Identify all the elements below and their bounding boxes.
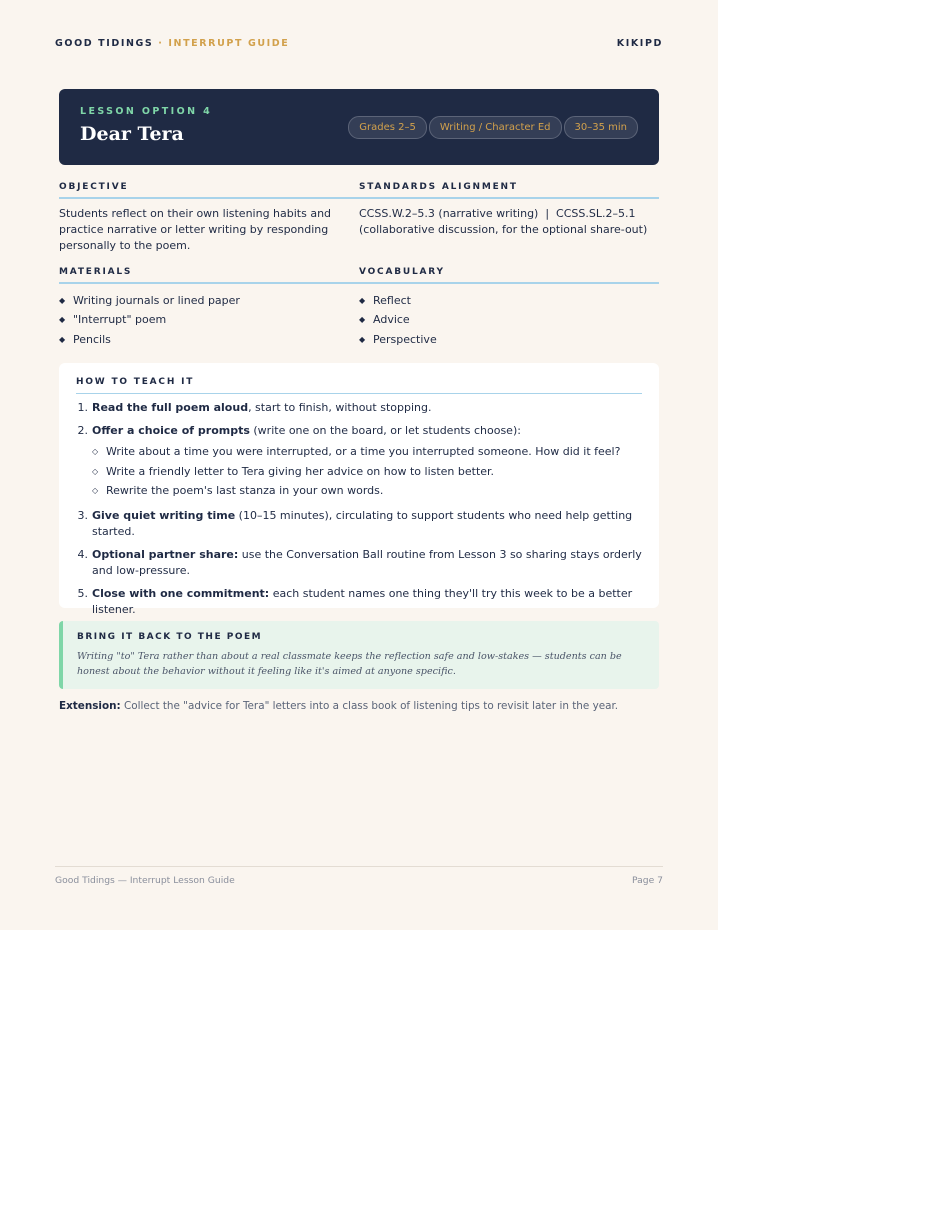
vocabulary-item: Perspective (373, 332, 437, 346)
step-text: use the Conversation Ball routine from Lesson 3 so sharing stays orderly and low-pressure. (92, 547, 642, 577)
step-number: 2. (77, 424, 88, 437)
diamond-bullet-icon: ◆ (359, 334, 366, 344)
diamond-bullet-icon: ◆ (359, 315, 366, 324)
poem-callout (59, 621, 659, 689)
diamond-outline-bullet-icon: ◇ (92, 447, 99, 456)
step-text: (write one on the board, or let students choose): (249, 424, 521, 437)
prompt-item (92, 462, 642, 482)
how-to-teach-card (59, 363, 659, 616)
standards-rule (359, 197, 659, 199)
vocabulary-rule (359, 282, 659, 284)
step-number: 5. (77, 586, 88, 600)
extension-text: Collect the "advice for Tera" letters into a class book of listening tips to revisit later in the year. (120, 700, 619, 712)
header-brand: GOOD TIDINGS (55, 38, 154, 49)
objective-label: OBJECTIVE (59, 182, 129, 192)
how-to-teach-label: HOW TO TEACH IT (76, 377, 195, 387)
list-item (59, 330, 359, 350)
step-bold-lead: Optional partner share: (92, 547, 239, 561)
diamond-bullet-icon: ◆ (59, 295, 66, 305)
step-item (76, 547, 642, 579)
materials-item: Writing journals or lined paper (73, 293, 240, 307)
extension-note (59, 700, 659, 712)
prompt-item (92, 442, 642, 462)
step-item (76, 423, 642, 501)
header-code: KIKIPD (616, 38, 663, 49)
step-bold-lead: Offer a choice of prompts (92, 424, 250, 437)
step-item (76, 508, 642, 540)
prompt-item (92, 481, 642, 501)
materials-item: Pencils (73, 332, 111, 346)
vocabulary-section (359, 267, 659, 349)
standards-text: CCSS.W.2–5.3 (narrative writing) | CCSS.SL.2–5.1 (collaborative discussion, for the optional share-out) (359, 206, 648, 236)
step-item (76, 586, 642, 618)
subject-tag: Writing / Character Ed (429, 116, 562, 139)
step-number: 1. (77, 401, 88, 414)
prompt-text: Write about a time you were interrupted, or a time you interrupted someone. How did it feel? (106, 445, 621, 458)
page-number: Page 7 (631, 875, 663, 886)
step-text: each student names one thing they'll try this week to be a better listener. (92, 586, 633, 616)
diamond-outline-bullet-icon: ◇ (92, 486, 99, 495)
vocabulary-label: VOCABULARY (359, 267, 445, 277)
page-footer (55, 875, 663, 886)
materials-rule (59, 282, 359, 284)
step-item (76, 400, 642, 416)
extension-label: Extension: (59, 700, 121, 712)
standards-section (359, 182, 659, 238)
step-bold-lead: Close with one commitment: (92, 586, 270, 600)
list-item (359, 310, 659, 330)
callout-text: Writing "to" Tera rather than about a real classmate keeps the reflection safe and low-stakes — students can be honest about the behavior without it feeling like it's aimed at anyone specific. (77, 651, 622, 677)
prompt-text: Write a friendly letter to Tera giving her advice on how to listen better. (106, 464, 495, 478)
diamond-bullet-icon: ◆ (59, 315, 66, 324)
vocabulary-item: Advice (373, 313, 410, 326)
step-bold-lead: Read the full poem aloud (92, 401, 249, 414)
vocabulary-item: Reflect (373, 293, 411, 307)
standards-label: STANDARDS ALIGNMENT (359, 182, 518, 192)
step-text: , start to finish, without stopping. (248, 401, 432, 414)
prompt-list (92, 442, 642, 501)
footer-divider (55, 866, 663, 867)
callout-label: BRING IT BACK TO THE POEM (77, 632, 263, 642)
duration-tag: 30–35 min (564, 116, 639, 139)
lesson-tags (348, 116, 638, 139)
list-item (359, 291, 659, 311)
objective-text: Students reflect on their own listening habits and practice narrative or letter writing by responding personally to the poem. (59, 206, 332, 252)
header-guide-name: INTERRUPT GUIDE (168, 38, 290, 49)
objective-section (59, 182, 359, 254)
materials-label: MATERIALS (59, 267, 133, 277)
step-number: 4. (77, 547, 88, 561)
list-item (59, 291, 359, 311)
grades-tag: Grades 2–5 (348, 116, 427, 139)
teaching-steps (76, 400, 642, 618)
vocabulary-list (359, 291, 659, 350)
diamond-bullet-icon: ◆ (359, 295, 366, 305)
lesson-title: Dear Tera (80, 123, 184, 145)
footer-title: Good Tidings — Interrupt Lesson Guide (55, 875, 235, 886)
step-text: (10–15 minutes), circulating to support students who need help getting started. (92, 508, 633, 538)
running-header (55, 38, 663, 52)
step-bold-lead: Give quiet writing time (92, 508, 236, 522)
prompt-text: Rewrite the poem's last stanza in your own words. (106, 484, 384, 497)
list-item (359, 330, 659, 350)
list-item (59, 310, 359, 330)
header-separator: · (153, 38, 169, 49)
lesson-banner (59, 89, 659, 165)
materials-list (59, 291, 359, 350)
how-to-teach-rule (76, 393, 642, 394)
step-number: 3. (77, 508, 88, 522)
materials-section (59, 267, 359, 349)
objective-rule (59, 197, 359, 199)
diamond-bullet-icon: ◆ (59, 334, 66, 344)
materials-item: "Interrupt" poem (73, 313, 167, 326)
lesson-kicker: LESSON OPTION 4 (80, 106, 213, 117)
diamond-outline-bullet-icon: ◇ (92, 466, 99, 476)
